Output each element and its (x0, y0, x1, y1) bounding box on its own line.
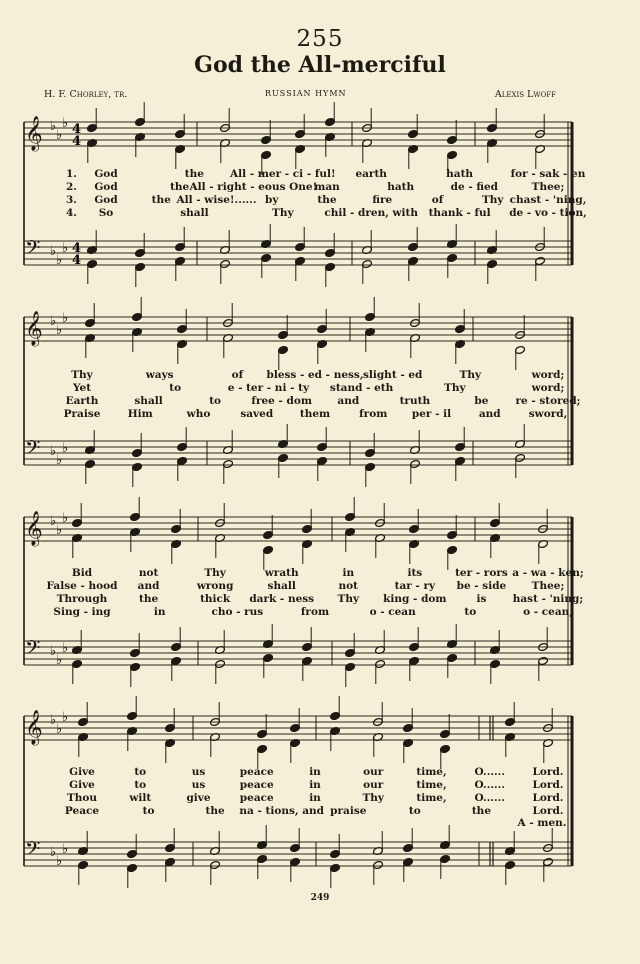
lyric-word: All - right - eous One! (189, 181, 318, 193)
lyric-word: ways (145, 369, 174, 381)
treble-clef-icon: 𝄞 (25, 710, 43, 745)
lyric-word: wrong (196, 580, 234, 592)
bass-staff (24, 441, 572, 465)
lyric-word: to (134, 766, 147, 778)
lyric-word: the (138, 593, 159, 605)
bass-clef-icon: 𝄢 (25, 436, 41, 464)
lyric-word: shall (267, 580, 296, 592)
flat-sign: ♭ (62, 641, 69, 656)
lyric-word: from (300, 606, 330, 618)
flat-sign: ♭ (62, 116, 69, 131)
hymn-number: 255 (296, 26, 344, 52)
time-signature: 4 (72, 122, 82, 137)
flat-sign: ♭ (50, 444, 57, 459)
lyric-word: per - il (411, 408, 452, 420)
lyric-word: Lord. (532, 805, 564, 817)
tune-name: RUSSIAN HYMN (265, 89, 347, 98)
lyric-word: So (98, 207, 114, 219)
flat-sign: ♭ (50, 713, 57, 728)
flat-sign: ♭ (50, 644, 57, 659)
lyric-word: be - side (456, 580, 507, 592)
lyric-word: na - tions, and (239, 805, 324, 817)
lyric-word: us (191, 766, 206, 778)
lyric-word: O...... (474, 779, 505, 791)
bass-staff (24, 641, 572, 665)
lyric-word: shall (134, 395, 163, 407)
lyric-word: earth (355, 168, 387, 180)
lyric-word: wrath (264, 567, 299, 579)
lyric-word: thank - ful (428, 207, 491, 219)
lyric-word: its (407, 567, 423, 579)
flat-sign: ♭ (56, 653, 63, 668)
flat-sign: ♭ (56, 523, 63, 538)
lyric-word: Lord. (532, 792, 564, 804)
time-signature: 4 (72, 241, 82, 256)
lyric-word: Sing - ing (53, 606, 111, 618)
flat-sign: ♭ (62, 441, 69, 456)
flat-sign: ♭ (62, 311, 69, 326)
hymn-title: God the All-merciful (194, 52, 446, 78)
lyric-word: e - ter - ni - ty (227, 382, 310, 394)
bass-clef-icon: 𝄢 (25, 636, 41, 664)
flat-sign: ♭ (56, 453, 63, 468)
lyric-word: o - cean, (523, 606, 573, 618)
lyric-word: peace (239, 792, 274, 804)
lyric-word: the (184, 168, 204, 180)
lyric-word: Thy (362, 792, 385, 804)
lyric-word: All - wise!...... (176, 194, 257, 206)
flat-sign: ♭ (56, 323, 63, 338)
lyric-word: sword, (528, 408, 568, 420)
lyric-word: to (209, 395, 222, 407)
lyric-word: time, (416, 779, 447, 791)
bass-clef-icon: 𝄢 (25, 236, 41, 264)
flat-sign: ♭ (50, 514, 57, 529)
lyric-word: in (309, 779, 321, 791)
lyric-word: of (231, 369, 244, 381)
lyric-word: them (299, 408, 331, 420)
lyric-word: re - stored; (515, 395, 581, 407)
lyric-word: Give (69, 766, 95, 778)
lyric-word: to (134, 779, 147, 791)
treble-clef-icon: 𝄞 (25, 311, 43, 346)
lyric-word: O...... (474, 792, 505, 804)
lyric-word: to (408, 805, 421, 817)
lyric-word: praise (330, 805, 367, 817)
lyric-word: be (474, 395, 489, 407)
lyric-word: time, (416, 792, 447, 804)
lyric-word: Give (69, 779, 95, 791)
flat-sign: ♭ (50, 845, 57, 860)
lyric-word: to (464, 606, 477, 618)
lyric-word: God (94, 181, 118, 193)
lyric-word: Earth (65, 395, 99, 407)
lyric-word: to (142, 805, 155, 817)
flat-sign: ♭ (56, 722, 63, 737)
lyric-word: Bid (71, 567, 93, 579)
lyric-word: de - vo - tion, (509, 207, 587, 219)
flat-sign: ♭ (56, 854, 63, 869)
lyric-word: Thy (459, 369, 482, 381)
lyric-word: Thy (481, 194, 504, 206)
verse-number: 1. (66, 168, 77, 180)
verse-number: 2. (66, 181, 77, 193)
lyric-word: the (317, 194, 337, 206)
lyric-word: Thy (444, 382, 466, 394)
lyric-word: O...... (474, 766, 505, 778)
lyric-word: a - wa - ken; (512, 567, 584, 579)
lyric-word: Him (127, 408, 153, 420)
lyric-word: is (476, 593, 487, 605)
lyric-word: Lord. (532, 766, 564, 778)
lyric-word: Thy (71, 369, 93, 381)
treble-clef-icon: 𝄞 (25, 116, 43, 151)
lyric-word: God (94, 194, 118, 206)
lyric-word: man (314, 181, 340, 193)
treble-staff (24, 317, 572, 341)
lyric-word: the (205, 805, 225, 817)
lyric-word: give (186, 792, 211, 804)
lyric-word: free - dom (251, 395, 312, 407)
lyric-word: Thy (337, 593, 360, 605)
lyric-word: saved (240, 408, 274, 420)
lyric-word: thick (200, 593, 231, 605)
flat-sign: ♭ (56, 128, 63, 143)
lyric-word: of (431, 194, 444, 206)
lyric-word: us (191, 779, 206, 791)
lyric-word: in (309, 766, 321, 778)
lyric-word: fire (372, 194, 393, 206)
lyric-word: Thou (66, 792, 98, 804)
flat-sign: ♭ (50, 119, 57, 134)
lyric-word: in (309, 792, 321, 804)
lyric-word: shall (180, 207, 209, 219)
verse-number: 4. (66, 207, 77, 219)
page-number: 249 (310, 893, 330, 903)
lyric-word: from (359, 408, 388, 420)
lyric-word: word; (531, 369, 565, 381)
lyric-word: slight - ed (362, 369, 423, 381)
lyric-word: in (342, 567, 355, 579)
lyric-word: to (169, 382, 182, 394)
lyric-word: o - cean (369, 606, 416, 618)
lyric-word: who (186, 408, 211, 420)
lyric-word: peace (239, 766, 274, 778)
lyric-word: our (363, 766, 384, 778)
author-credit: H. F. Chorley, tr. (44, 89, 128, 100)
lyric-word: the (170, 181, 190, 193)
lyric-word: chast - 'ning, (509, 194, 587, 206)
lyric-word: for - sak - en (510, 168, 586, 180)
lyric-word: hath (446, 168, 474, 180)
lyric-word: False - hood (46, 580, 118, 592)
lyric-word: word; (531, 382, 565, 394)
lyric-word: in (153, 606, 166, 618)
lyric-word: our (363, 779, 384, 791)
lyric-word: the (471, 805, 492, 817)
lyric-word: not (138, 567, 159, 579)
bass-clef-icon: 𝄢 (25, 837, 41, 865)
lyric-word: chil - dren, with (324, 207, 419, 219)
lyric-word: Yet (72, 382, 92, 394)
flat-sign: ♭ (50, 244, 57, 259)
lyric-word: All - mer - ci - ful! (230, 168, 336, 180)
flat-sign: ♭ (62, 511, 69, 526)
lyric-word: Lord. (532, 779, 564, 791)
time-signature: 4 (72, 134, 82, 149)
flat-sign: ♭ (56, 253, 63, 268)
composer-credit: Alexis Lwoff (494, 89, 556, 100)
lyric-word: king - dom (383, 593, 447, 605)
amen-text: A - men. (517, 817, 567, 829)
lyric-word: Thy (272, 207, 294, 219)
lyric-word: peace (239, 779, 274, 791)
lyric-word: time, (416, 766, 447, 778)
lyric-word: dark - ness (249, 593, 315, 605)
lyric-word: by (265, 194, 279, 206)
lyric-word: stand - eth (329, 382, 394, 394)
lyric-word: wilt (129, 792, 152, 804)
lyric-word: ter - rors (455, 567, 508, 579)
lyric-word: hast - 'ning; (512, 593, 584, 605)
lyric-word: tar - ry (394, 580, 436, 592)
lyric-word: cho - rus (211, 606, 264, 618)
treble-clef-icon: 𝄞 (25, 511, 43, 546)
lyric-word: bless - ed - ness, (266, 369, 364, 381)
lyric-word: Thy (204, 567, 226, 579)
flat-sign: ♭ (62, 842, 69, 857)
lyric-word: God (94, 168, 118, 180)
lyric-word: Praise (63, 408, 101, 420)
lyric-word: not (338, 580, 359, 592)
lyric-word: the (151, 194, 171, 206)
lyric-word: Thee; (531, 580, 565, 592)
lyric-word: hath (387, 181, 415, 193)
lyric-word: Through (56, 593, 108, 605)
lyric-word: and (137, 580, 160, 592)
flat-sign: ♭ (50, 314, 57, 329)
time-signature: 4 (72, 253, 82, 268)
lyric-word: de - fied (450, 181, 499, 193)
flat-sign: ♭ (62, 241, 69, 256)
lyric-word: Thee; (531, 181, 565, 193)
verse-number: 3. (66, 194, 77, 206)
lyric-word: and (337, 395, 360, 407)
lyric-word: truth (399, 395, 431, 407)
lyric-word: and (478, 408, 501, 420)
treble-staff (24, 517, 572, 541)
flat-sign: ♭ (62, 710, 69, 725)
lyric-word: Peace (64, 805, 100, 817)
